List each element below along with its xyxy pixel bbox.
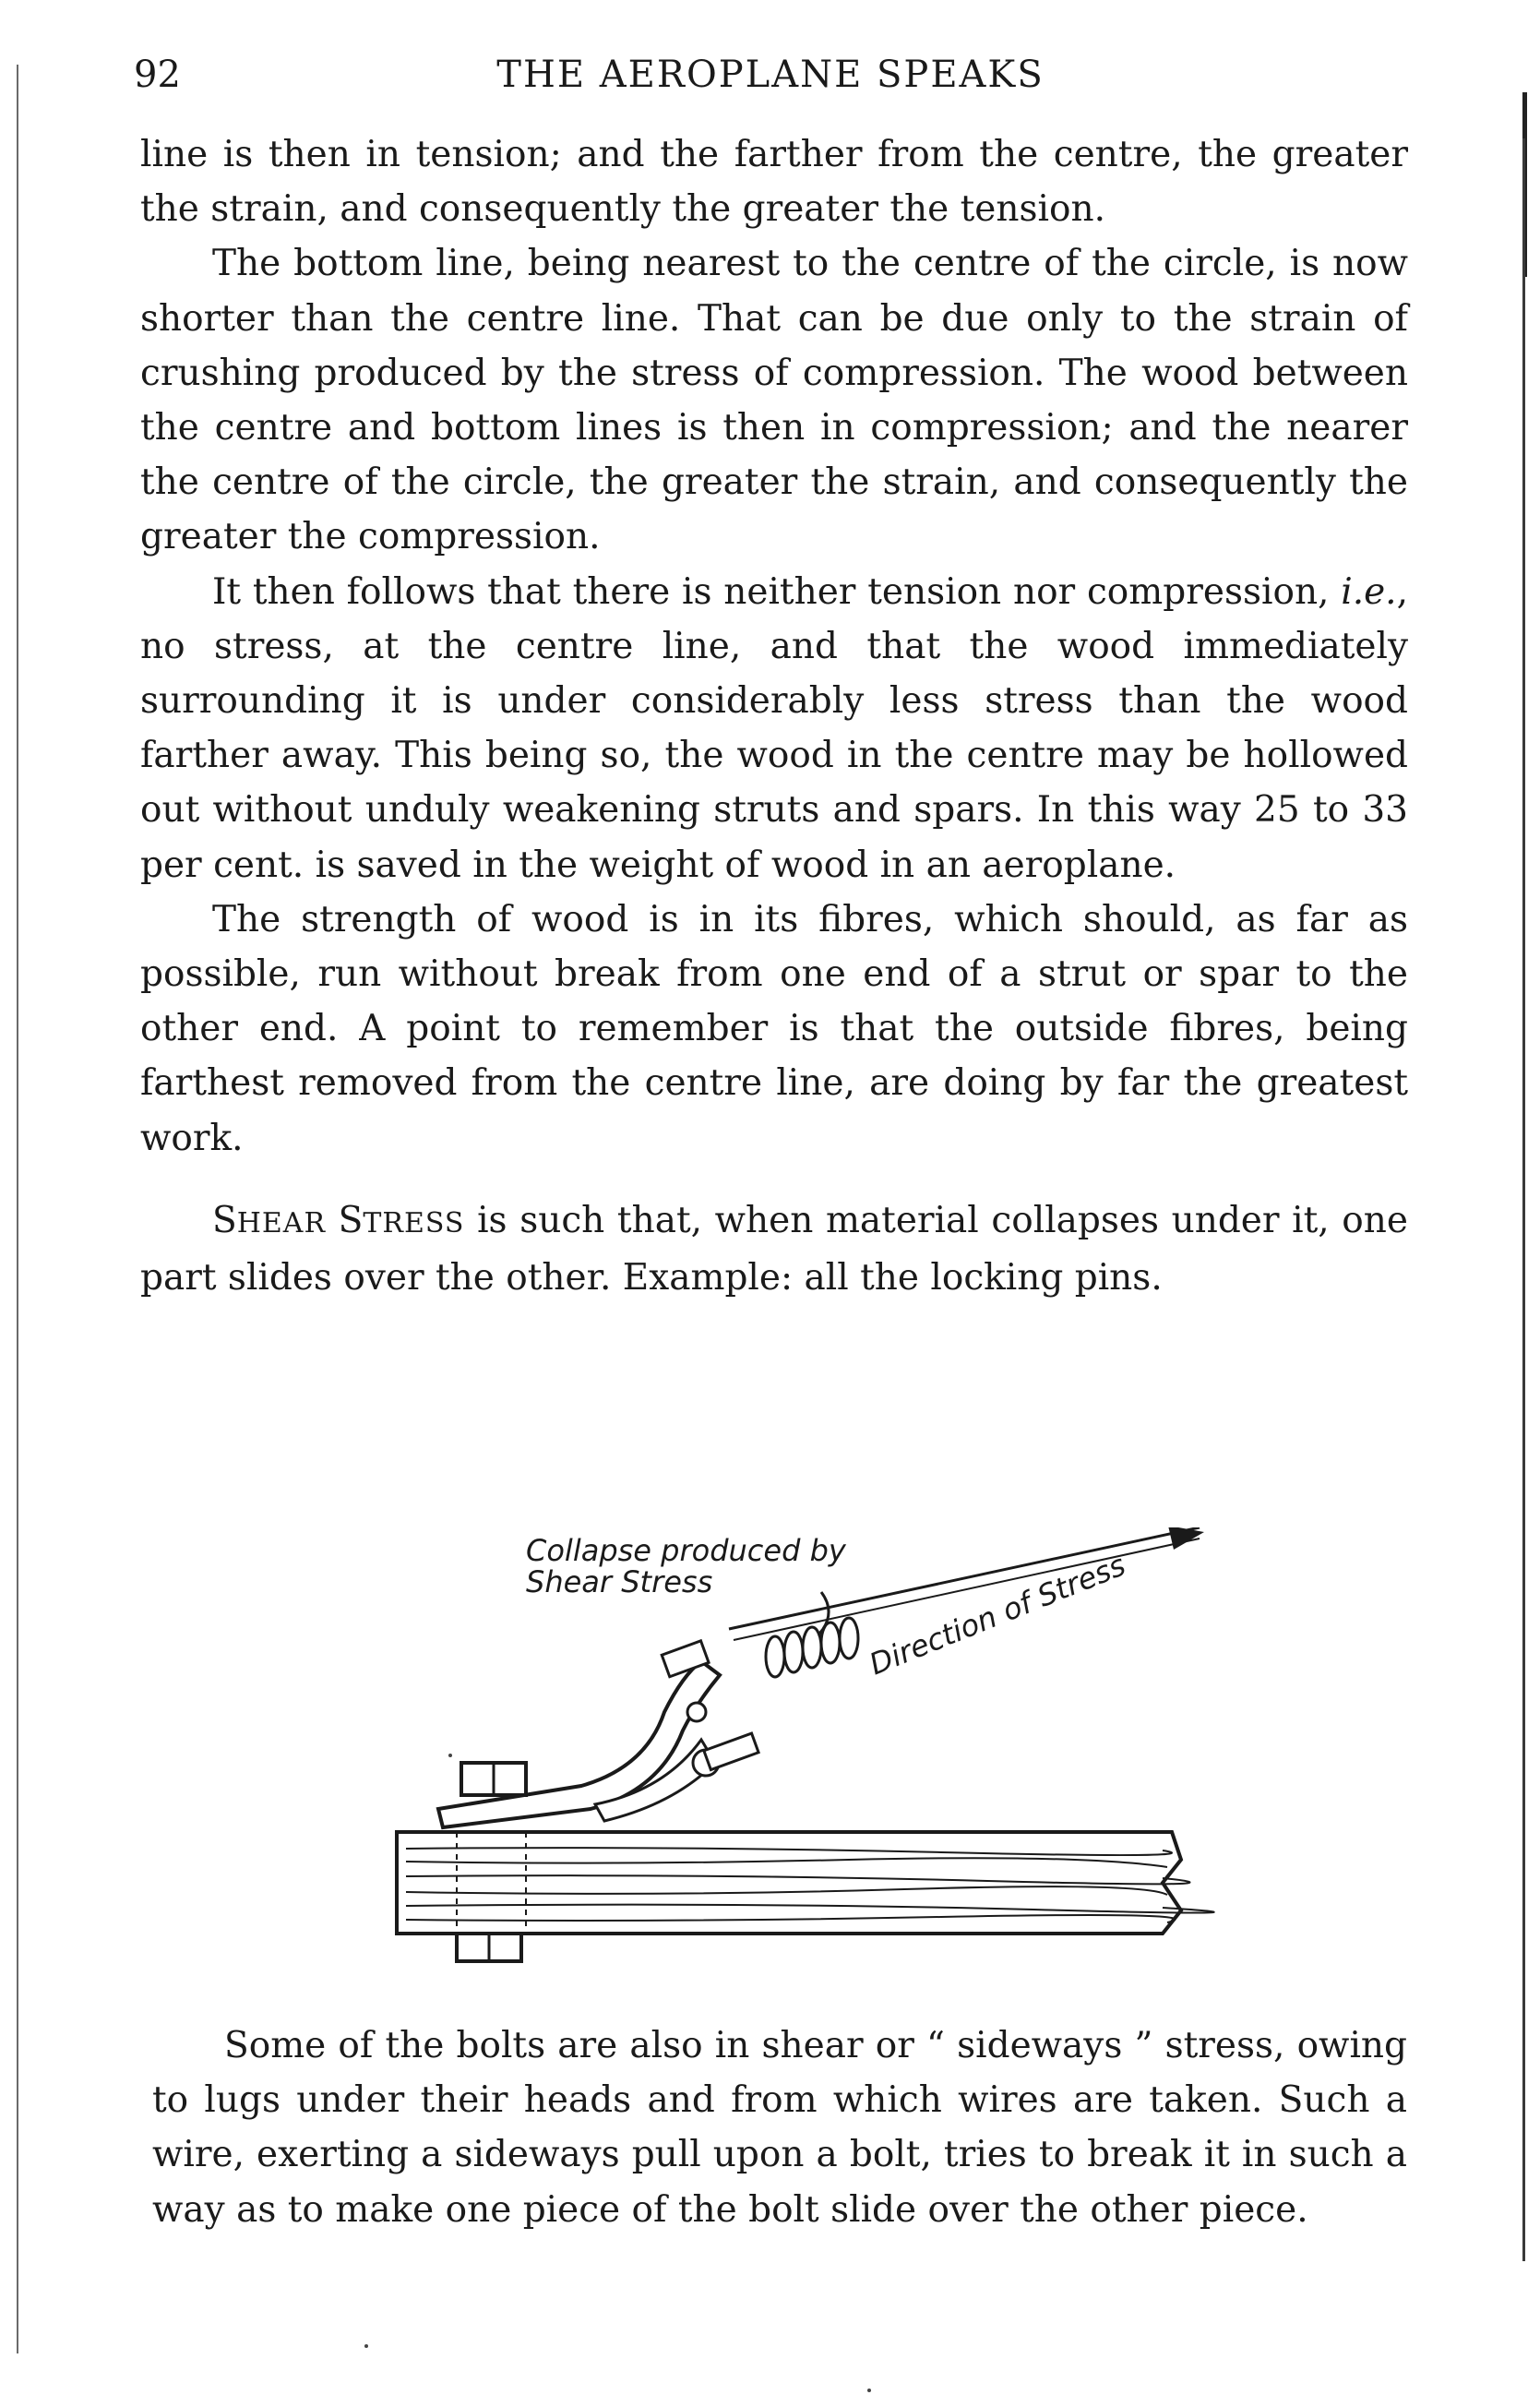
scan-speck xyxy=(448,1754,452,1757)
label-collapse-line1: Collapse produced by xyxy=(526,1533,846,1568)
paragraph-bolts-in-shear: Some of the bolts are also in shear or “ sideways ” stress, owing to lugs under their heads and from which wires are taken. Such a wire, exerting a sideways pull upon a bolt, tries to break it in such a way as to make one piece of the bolt slide over the other piece. xyxy=(152,2025,1407,2231)
paragraph-shear-stress xyxy=(140,1193,1408,1305)
paragraph-compression: The bottom line, being nearest to the centre of the circle, is now shorter than the centre line. That can be due only to the strain of crushing produced by the stress of compression. The wood between the centre and bottom lines is then in compression; and the nearer the centre of the circle, the greater the strain, and consequently the greater the compression. xyxy=(140,243,1408,558)
shear-stress-figure xyxy=(388,1527,1329,1989)
paragraph-tension: line is then in tension; and the farther from the centre, the greater the strain, and consequently the greater the tension. xyxy=(140,134,1408,231)
wire-coil xyxy=(766,1618,858,1677)
stress-term-initial: S xyxy=(338,1199,364,1241)
scan-speck xyxy=(867,2389,871,2392)
closing-text xyxy=(152,2018,1407,2237)
shear-term-initial: S xyxy=(212,1199,237,1241)
label-collapse-line2: Shear Stress xyxy=(526,1564,713,1599)
shear-definition: is such that, when material collapses under it, one part slides over the other. Example: all the locking pins. xyxy=(140,1199,1408,1299)
running-head: THE AEROPLANE SPEAKS xyxy=(496,54,1045,96)
shear-term-rest: HEAR xyxy=(236,1206,327,1239)
paragraph-centre-line-end: , no stress, at the centre line, and that the wood immediately surrounding it is under considerably less stress than the wood farther away. This being so, the wood in the centre may be hollowed out without unduly weakening struts and spars. In this way 25 to 33 per cent. is saved in the weight of wood in an aeroplane. xyxy=(140,570,1408,886)
left-margin-line xyxy=(17,65,18,2353)
paragraph-fibres: The strength of wood is in its fibres, which should, as far as possible, run without break from one end of a strut or spar to the other end. A point to remember is that the outside fibres, being farthest removed from the centre line, are doing by far the greatest work. xyxy=(140,898,1408,1159)
stress-term-rest: TRESS xyxy=(363,1206,465,1239)
right-margin-line xyxy=(1522,138,1525,2261)
page-header xyxy=(134,54,1407,109)
fork-plate xyxy=(438,1661,720,1827)
ie-abbreviation: i.e. xyxy=(1341,570,1397,613)
body-text xyxy=(140,127,1408,1305)
scan-speck xyxy=(364,2344,368,2348)
label-direction-of-stress: Direction of Stress xyxy=(864,1547,1130,1682)
lower-lug-nut xyxy=(704,1733,758,1769)
paragraph-centre-line xyxy=(140,565,1408,892)
shear-stress-illustration xyxy=(388,1527,1329,1989)
pin-head xyxy=(687,1703,706,1721)
paragraph-centre-line-start: It then follows that there is neither tension nor compression, xyxy=(212,570,1342,613)
page-number: 92 xyxy=(134,54,181,96)
